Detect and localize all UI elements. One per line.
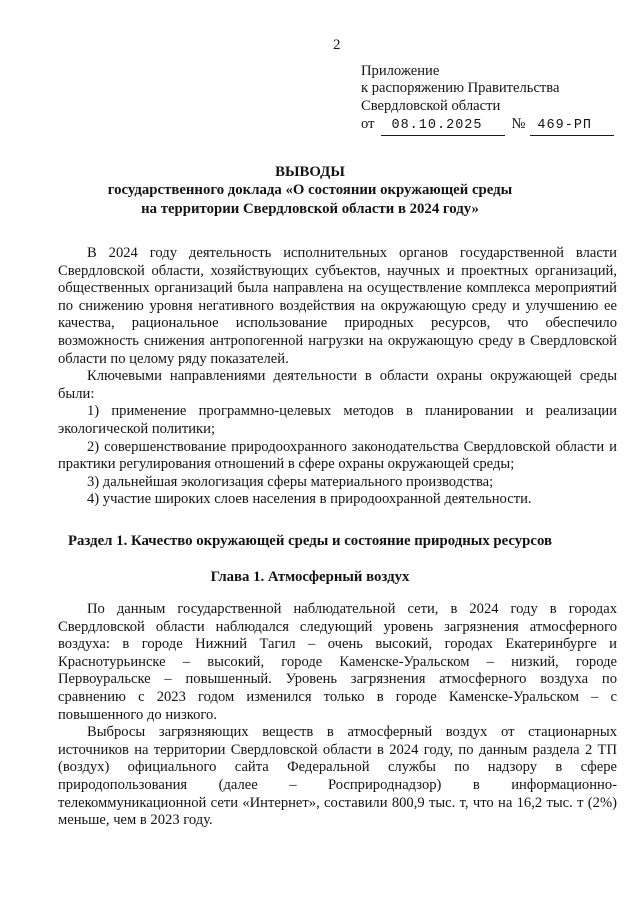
title-line-1: ВЫВОДЫ: [275, 164, 345, 180]
emissions-paragraph: Выбросы загрязняющих веществ в атмосферный воздух от стационарных источников на территории Свердловской области в 2024 году, по данным раздела 2 ТП (воздух) официального сайта Федеральной службы по надзору в сфере природопользования (далее – Росприроднадзор) в информационно-телекоммуникационной сети «Интернет», составили 800,9 тыс. т, что на 16,2 тыс. т (2%) меньше, чем в 2023 году.: [58, 724, 617, 829]
air-quality-paragraph: По данным государственной наблюдательной сети, в 2024 году в городах Свердловской области наблюдался следующий уровень загрязнения атмосферного воздуха: в городе Нижний Тагил – очень высокий, городах Екатеринбурге и Краснотурьинске – высокий, городе Каменске-Уральском – низкий, городе Первоуральске – повышенный. Уровень загрязнения атмосферного воздуха по сравнению с 2023 годом изменился только в городе Каменске-Уральском – с повышенного до низкого.: [58, 601, 617, 723]
document-title: [0, 163, 620, 218]
appendix-line-2: к распоряжению Правительства: [361, 80, 560, 97]
appendix-line-1: Приложение: [361, 63, 440, 79]
appendix-date-line: [361, 116, 614, 135]
title-line-3: на территории Свердловской области в 2024 году»: [141, 200, 479, 217]
introduction-section: [58, 245, 617, 509]
date-label: от: [361, 116, 375, 133]
date-value: 08.10.2025: [381, 117, 505, 135]
title-line-2: государственного доклада «О состоянии окружающей среды: [107, 182, 513, 199]
chapter-1-body: [58, 601, 617, 830]
appendix-line-3: Свердловской области: [361, 97, 501, 114]
direction-item-1: 1) применение программно-целевых методов в планировании и реализации экологической политики;: [58, 403, 617, 437]
direction-item-3: 3) дальнейшая экологизация сферы материального производства;: [87, 473, 494, 490]
page-number: 2: [333, 37, 341, 53]
appendix-block: [361, 63, 614, 136]
number-label: №: [511, 116, 526, 133]
direction-item-2: 2) совершенствование природоохранного законодательства Свердловской области и практики регулирования отношений в сфере охраны окружающей среды;: [58, 438, 617, 473]
section-1-heading: Раздел 1. Качество окружающей среды и состояние природных ресурсов: [68, 533, 552, 549]
intro-paragraph-1: В 2024 году деятельность исполнительных органов государственной власти Свердловской области, хозяйствующих субъектов, научных и проектных организаций, общественных организаций была направлена на осуществление комплекса мероприятий по снижению уровня негативного воздействия на окружающую среду и улучшению ее качества, рациональное использование природных ресурсов, что обеспечило возможность снижения антропогенной нагрузки на окружающую среду в Свердловской области по целому ряду показателей.: [58, 245, 617, 367]
key-directions-paragraph: Ключевыми направлениями деятельности в области охраны окружающей среды были:: [58, 368, 617, 402]
chapter-1-heading: Глава 1. Атмосферный воздух: [210, 569, 410, 585]
direction-item-4: 4) участие широких слоев населения в природоохранной деятельности.: [87, 491, 532, 508]
number-value: 469-РП: [530, 117, 614, 135]
